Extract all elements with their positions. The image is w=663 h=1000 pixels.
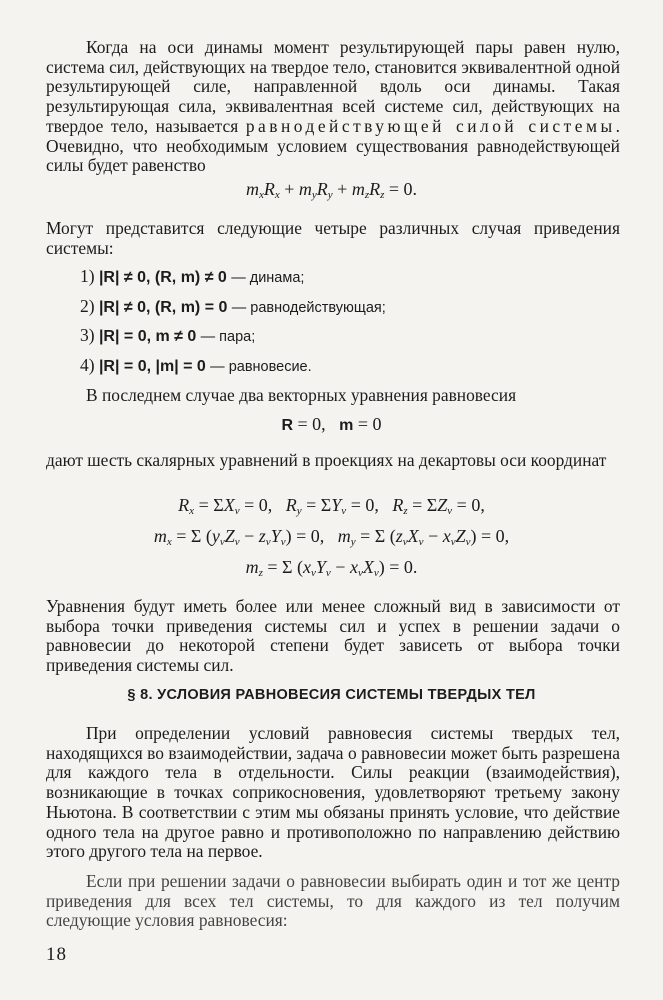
paragraph-last-case: В последнем случае два векторных уравнения равновесия: [86, 385, 517, 405]
paragraph-system-of-bodies: При определении условий равновесия системы твердых тел, находящихся во взаимодействии, задача о равновесии может быть разрешена для каждого тела в отдельности. Силы реакции (взаимодействия), возникающие в точках соприкосновения, удовлетворяют третьему закону Ньютона. В соответствии с этим мы обязаны принять условие, что действие одного тела на другое равно и противоположно по направлению действию этого другого тела на первое.: [46, 723, 620, 862]
case-4-number: 4): [80, 355, 95, 375]
equation-force-projections: $R_x = \Sigma X_\nu = 0$, $R_y = \Sigma Y_\nu = 0$, $R_z = \Sigma Z_\nu = 0$,: [178, 495, 485, 517]
page-number: 18: [46, 944, 67, 965]
term-resultant-force: равнодействующей силой системы: [245, 115, 616, 136]
paragraph-common-center: Если при решении задачи о равновесии выбирать один и тот же центр приведения для всех тел системы, то для каждого из тел получим следующие условия равновесия:: [46, 871, 620, 931]
case-3-condition: |R| = 0, m ≠ 0: [98, 328, 197, 345]
equation-resultant-condition: $m_xR_x + m_yR_y + m_zR_z = 0$.: [245, 179, 418, 201]
case-2: [80, 295, 386, 319]
case-2-description: — равнодействующая;: [231, 300, 386, 316]
case-3-number: 3): [80, 325, 95, 345]
paragraph-cases-intro: Могут представится следующие четыре различных случая приведения системы:: [46, 218, 620, 258]
case-4: [80, 354, 312, 378]
case-2-number: 2): [80, 296, 95, 316]
section-heading: § 8. УСЛОВИЯ РАВНОВЕСИЯ СИСТЕМЫ ТВЕРДЫХ ТЕЛ: [127, 687, 536, 703]
paragraph-six-equations: дают шесть скалярных уравнений в проекциях на декартовы оси координат: [46, 450, 607, 470]
paragraph-dynama-text: Когда на оси динамы момент результирующей пары равен нулю, система сил, действующих на твердое тело, становится эквивалентной одной результирующей силе, направленной вдоль оси динамы. Такая результирующая сила, эквивалентная всей системе сил, действующих на твердое тело, называется: [46, 37, 620, 136]
paragraph-dynama: [46, 38, 620, 176]
case-3-description: — пара;: [200, 329, 256, 345]
case-3: [80, 324, 255, 348]
case-1-condition: |R| ≠ 0, (R, m) ≠ 0: [98, 269, 227, 286]
case-1: [80, 265, 304, 289]
case-1-description: — динама;: [231, 270, 305, 286]
case-4-description: — равновесие.: [210, 359, 312, 375]
case-2-condition: |R| ≠ 0, (R, m) = 0: [98, 299, 228, 316]
equation-vector-equilibrium: R = 0, m = 0: [281, 414, 382, 434]
case-4-condition: |R| = 0, |m| = 0: [98, 358, 206, 375]
equation-moment-xy: $m_x = \Sigma$ $(y_\nu Z_\nu - z_\nu Y_\nu) = 0$, $m_y = \Sigma$ $(z_\nu X_\nu - x_\nu Z_\nu) = 0$,: [153, 526, 510, 548]
paragraph-complexity: Уравнения будут иметь более или менее сложный вид в зависимости от выбора точки приведения системы сил и успех в решении задачи о равновесии до некоторой степени будет зависеть от выбора точки приведения системы сил.: [46, 596, 620, 676]
equation-moment-z: $m_z = \Sigma$ $(x_\nu Y_\nu - x_\nu X_\nu) = 0$.: [245, 557, 418, 579]
case-1-number: 1): [80, 266, 95, 286]
paragraph-dynama-tail: . Очевидно, что необходимым условием существования равнодействующей силы будет равенство: [46, 115, 620, 176]
